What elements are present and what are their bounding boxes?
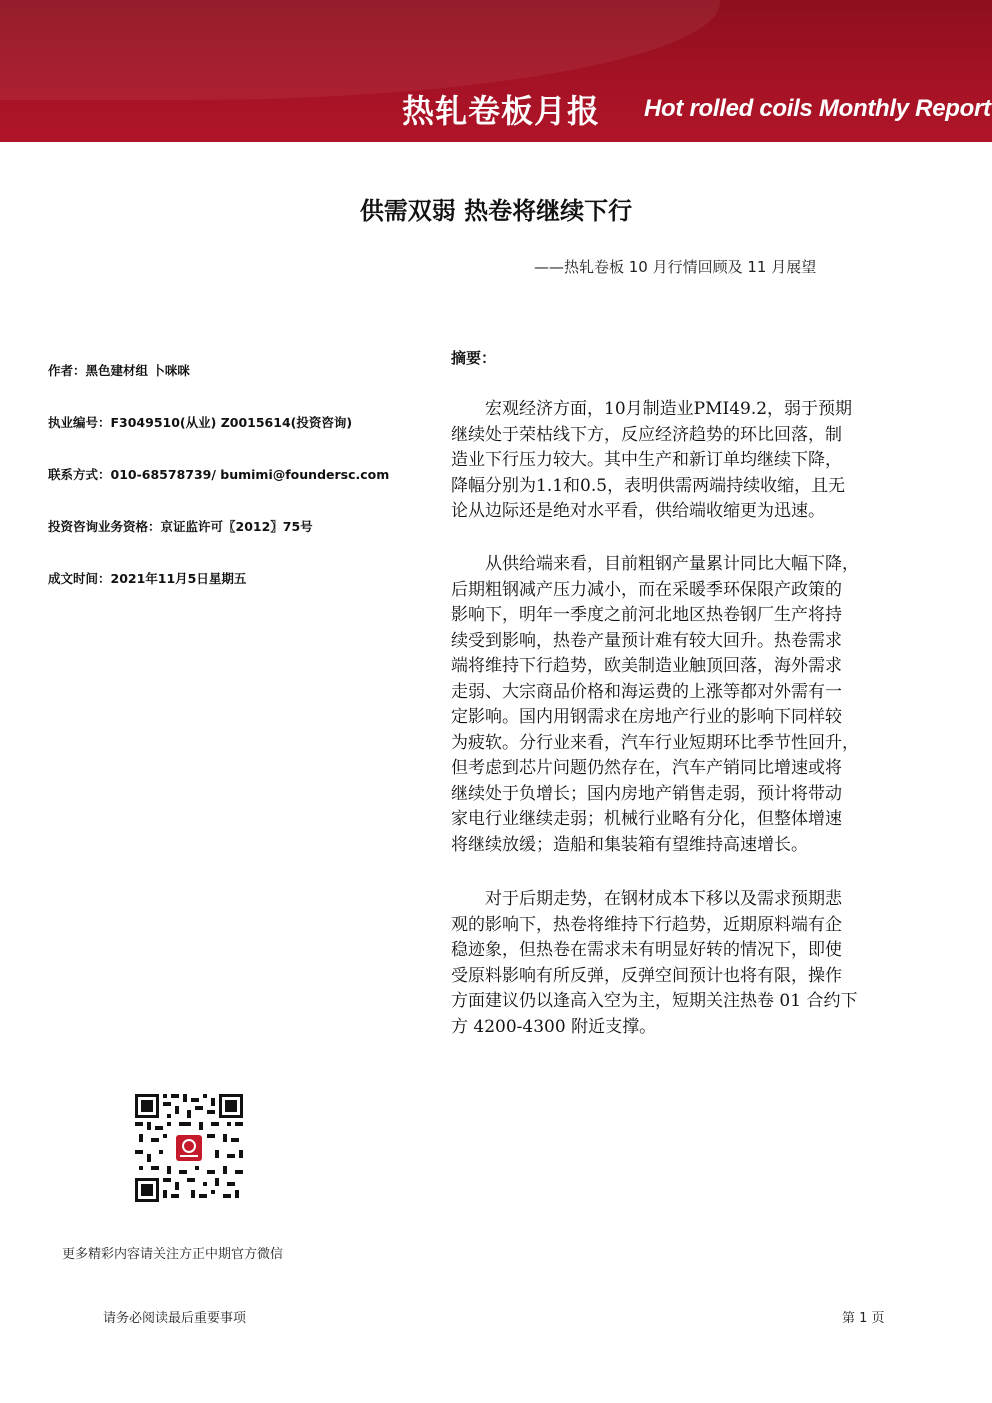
abstract-heading: 摘要： <box>451 349 497 367</box>
paragraph-line: 观的影响下，热卷将维持下行趋势，近期原料端有企 <box>451 914 842 935</box>
paragraph-line: 续受到影响，热卷产量预计难有较大回升。热卷需求 <box>451 630 842 651</box>
paragraph-line: 端将维持下行趋势，欧美制造业触顶回落，海外需求 <box>451 656 842 676</box>
qualification-line: 投资咨询业务资格：京证监许可〖2012〗75号 <box>48 519 313 534</box>
license-line: 执业编号：F3049510(从业) Z0015614(投资咨询) <box>48 415 353 430</box>
qr-code <box>133 1092 245 1204</box>
paragraph-line: 继续处于负增长；国内房地产销售走弱，预计将带动 <box>451 783 842 804</box>
report-series-title-cn: 热轧卷板月报 <box>402 92 601 130</box>
paragraph-line: 宏观经济方面，10月制造业PMI49.2，弱于预期 <box>451 399 853 419</box>
page-number: 第 1 页 <box>842 1311 885 1326</box>
banner-decoration <box>0 0 720 100</box>
contact-line: 联系方式：010-68578739/ bumimi@foundersc.com <box>48 467 390 482</box>
paragraph-line: 降幅分别为1.1和0.5，表明供需两端持续收缩，且无 <box>451 475 846 496</box>
paragraph-line: 影响下，明年一季度之前河北地区热卷钢厂生产将持 <box>451 605 842 625</box>
qr-caption: 更多精彩内容请关注方正中期官方微信 <box>62 1247 284 1262</box>
report-series-title-en: Hot rolled coils Monthly Report <box>644 95 991 122</box>
paragraph-line: 为疲软。分行业来看，汽车行业短期环比季节性回升， <box>451 732 859 753</box>
paragraph-line: 但考虑到芯片问题仍然存在，汽车产销同比增速或将 <box>451 758 842 778</box>
abstract-paragraph-3 <box>451 887 917 1040</box>
paragraph-line: 稳迹象，但热卷在需求未有明显好转的情况下，即使 <box>451 940 842 960</box>
report-subtitle: ——热轧卷板 10 月行情回顾及 11 月展望 <box>534 258 817 276</box>
paragraph-line: 将继续放缓；造船和集装箱有望维持高速增长。 <box>451 834 808 855</box>
author-line: 作者：黑色建材组 卜咪咪 <box>48 363 190 378</box>
date-line: 成文时间：2021年11月5日星期五 <box>48 571 247 586</box>
paragraph-line: 从供给端来看，目前粗钢产量累计同比大幅下降， <box>451 554 859 574</box>
paragraph-line: 受原料影响有所反弹，反弹空间预计也将有限，操作 <box>451 965 842 986</box>
paragraph-line: 造业下行压力较大。其中生产和新订单均继续下降， <box>451 450 842 470</box>
paragraph-line: 方面建议仍以逢高入空为主，短期关注热卷 01 合约下 <box>451 991 858 1011</box>
paragraph-line: 论从边际还是绝对水平看，供给端收缩更为迅速。 <box>451 501 825 521</box>
paragraph-line: 定影响。国内用钢需求在房地产行业的影响下同样较 <box>451 707 842 727</box>
paragraph-line: 对于后期走势，在钢材成本下移以及需求预期悲 <box>451 889 842 909</box>
footer-notice: 请务必阅读最后重要事项 <box>103 1311 247 1326</box>
paragraph-line: 继续处于荣枯线下方，反应经济趋势的环比回落，制 <box>451 424 842 445</box>
abstract-paragraph-2 <box>451 552 917 858</box>
report-title: 供需双弱 热卷将继续下行 <box>359 197 633 225</box>
abstract-paragraph-1 <box>451 397 917 525</box>
qr-code-graphic <box>133 1092 245 1204</box>
paragraph-line: 方 4200-4300 附近支撑。 <box>451 1016 657 1037</box>
header-banner <box>0 0 992 142</box>
paragraph-line: 家电行业继续走弱；机械行业略有分化，但整体增速 <box>451 809 842 829</box>
paragraph-line: 走弱、大宗商品价格和海运费的上涨等都对外需有一 <box>451 681 842 702</box>
paragraph-line: 后期粗钢减产压力减小，而在采暖季环保限产政策的 <box>451 579 842 600</box>
